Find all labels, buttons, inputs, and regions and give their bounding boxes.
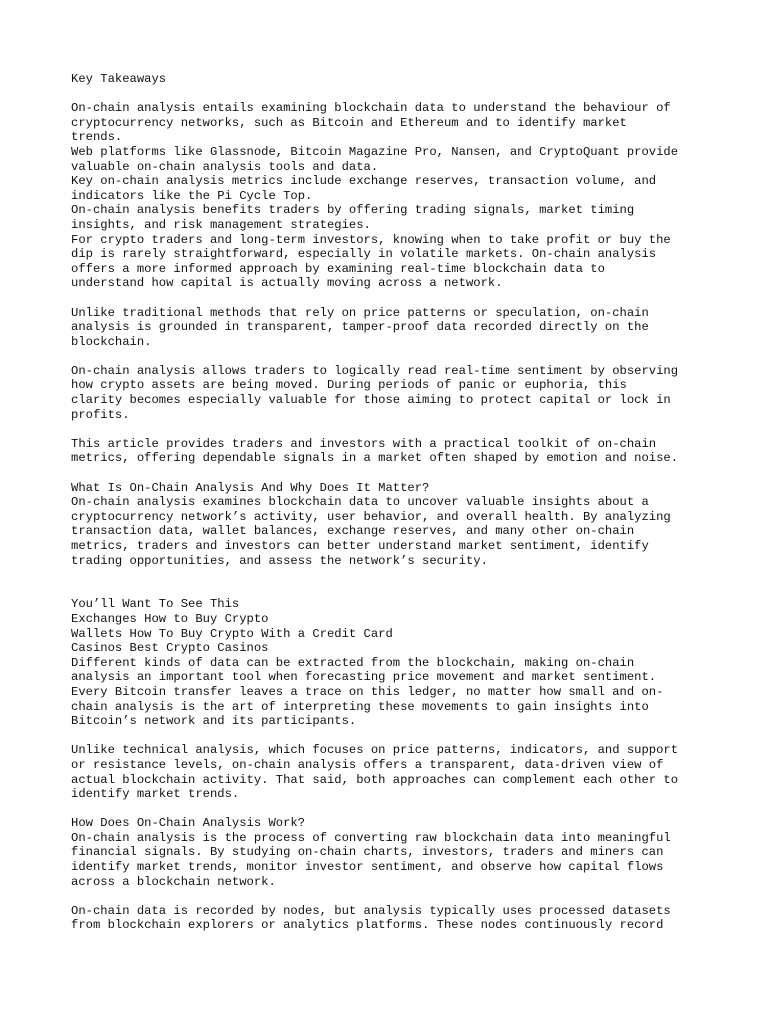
how-does-it-work-paragraph	[71, 831, 711, 889]
text-line: indicators like the Pi Cycle Top.	[71, 188, 313, 203]
text-line: identify market trends, monitor investor sentiment, and observe how capital flows	[71, 860, 664, 875]
heading-text: How Does On-Chain Analysis Work?	[71, 816, 306, 831]
text-line: analysis is grounded in transparent, tamper-proof data recorded directly on the	[71, 320, 649, 335]
key-takeaways-heading	[71, 72, 711, 87]
text-line: offers a more informed approach by examining real-time blockchain data to	[71, 261, 605, 276]
text-line: analysis an important tool when forecasting price movement and market sentiment.	[71, 670, 657, 685]
text-line: On-chain data is recorded by nodes, but analysis typically uses processed datasets	[71, 903, 671, 918]
nodes-paragraph	[71, 904, 711, 933]
takeaways-body	[71, 101, 711, 291]
list-item: Exchanges How to Buy Crypto	[71, 611, 269, 626]
sentiment-paragraph	[71, 364, 711, 422]
text-line: from blockchain explorers or analytics platforms. These nodes continuously record	[71, 918, 664, 933]
traditional-methods-paragraph	[71, 306, 711, 350]
text-line: valuable on-chain analysis tools and data.	[71, 159, 379, 174]
text-line: Key on-chain analysis metrics include exchange reserves, transaction volume, and	[71, 174, 657, 189]
paragraph-spacer	[71, 729, 711, 744]
related-links-list	[71, 612, 711, 656]
text-line: cryptocurrency network’s activity, user behavior, and overall health. By analyzing	[71, 509, 671, 524]
paragraph-spacer	[71, 466, 711, 481]
want-to-see-heading	[71, 597, 711, 612]
text-line: how crypto assets are being moved. During periods of panic or euphoria, this	[71, 378, 627, 393]
text-line: Unlike technical analysis, which focuses on price patterns, indicators, and support	[71, 743, 679, 758]
text-line: clarity becomes especially valuable for those aiming to protect capital or lock in	[71, 393, 671, 408]
text-line: Every Bitcoin transfer leaves a trace on this ledger, no matter how small and on-	[71, 684, 664, 699]
text-line: On-chain analysis examines blockchain data to uncover valuable insights about a	[71, 495, 649, 510]
text-line: metrics, offering dependable signals in a market often shaped by emotion and noise.	[71, 451, 679, 466]
toolkit-paragraph	[71, 437, 711, 466]
text-line: Unlike traditional methods that rely on price patterns or speculation, on-chain	[71, 305, 649, 320]
text-line: blockchain.	[71, 334, 152, 349]
data-extracted-paragraph	[71, 656, 711, 729]
text-line: metrics, traders and investors can better understand market sentiment, identify	[71, 539, 649, 553]
text-line: financial signals. By studying on-chain charts, investors, traders and miners can	[71, 845, 664, 860]
paragraph-spacer	[71, 349, 711, 364]
technical-analysis-paragraph	[71, 743, 711, 801]
text-line: or resistance levels, on-chain analysis offers a transparent, data-driven view of	[71, 757, 664, 772]
text-line: trends.	[71, 130, 123, 145]
text-line: On-chain analysis is the process of converting raw blockchain data into meaningful	[71, 830, 671, 845]
heading-text: You’ll Want To See This	[71, 597, 240, 612]
text-line: This article provides traders and investors with a practical toolkit of on-chain	[71, 436, 657, 451]
paragraph-spacer	[71, 87, 711, 102]
text-line: identify market trends.	[71, 787, 240, 802]
text-line: cryptocurrency networks, such as Bitcoin and Ethereum and to identify market	[71, 115, 627, 130]
text-line: transaction data, wallet balances, exchange reserves, and many other on-chain	[71, 524, 635, 539]
text-line: trading opportunities, and assess the network’s security.	[71, 553, 488, 568]
heading-text: What Is On-Chain Analysis And Why Does It Matter?	[71, 480, 430, 495]
text-line: across a blockchain network.	[71, 874, 276, 889]
text-line: profits.	[71, 407, 130, 422]
paragraph-spacer	[71, 291, 711, 306]
text-line: actual blockchain activity. That said, both approaches can complement each other to	[71, 772, 679, 787]
text-line: Web platforms like Glassnode, Bitcoin Magazine Pro, Nansen, and CryptoQuant provide	[71, 144, 679, 159]
paragraph-spacer	[71, 802, 711, 817]
paragraph-spacer	[71, 889, 711, 904]
list-item: Casinos Best Crypto Casinos	[71, 641, 269, 656]
paragraph-spacer	[71, 422, 711, 437]
text-line: For crypto traders and long-term investors, knowing when to take profit or buy the	[71, 232, 671, 247]
text-line: dip is rarely straightforward, especially in volatile markets. On-chain analysis	[71, 247, 657, 262]
text-line: Different kinds of data can be extracted from the blockchain, making on-chain	[71, 655, 635, 670]
what-is-on-chain-heading	[71, 481, 711, 496]
text-line: insights, and risk management strategies.	[71, 217, 371, 232]
text-line: chain analysis is the art of interpreting these movements to gain insights into	[71, 699, 649, 714]
text-line: Bitcoin’s network and its participants.	[71, 714, 357, 729]
text-line: On-chain analysis entails examining blockchain data to understand the behaviour of	[71, 101, 671, 116]
how-does-it-work-heading	[71, 816, 711, 831]
what-is-on-chain-paragraph	[71, 495, 711, 568]
text-line: understand how capital is actually moving across a network.	[71, 276, 503, 291]
heading-text: Key Takeaways	[71, 72, 167, 86]
document-page	[71, 72, 711, 933]
paragraph-spacer	[71, 568, 711, 597]
text-line: On-chain analysis allows traders to logically read real-time sentiment by observing	[71, 363, 679, 378]
list-item: Wallets How To Buy Crypto With a Credit Card	[71, 626, 393, 641]
text-line: On-chain analysis benefits traders by offering trading signals, market timing	[71, 203, 635, 218]
